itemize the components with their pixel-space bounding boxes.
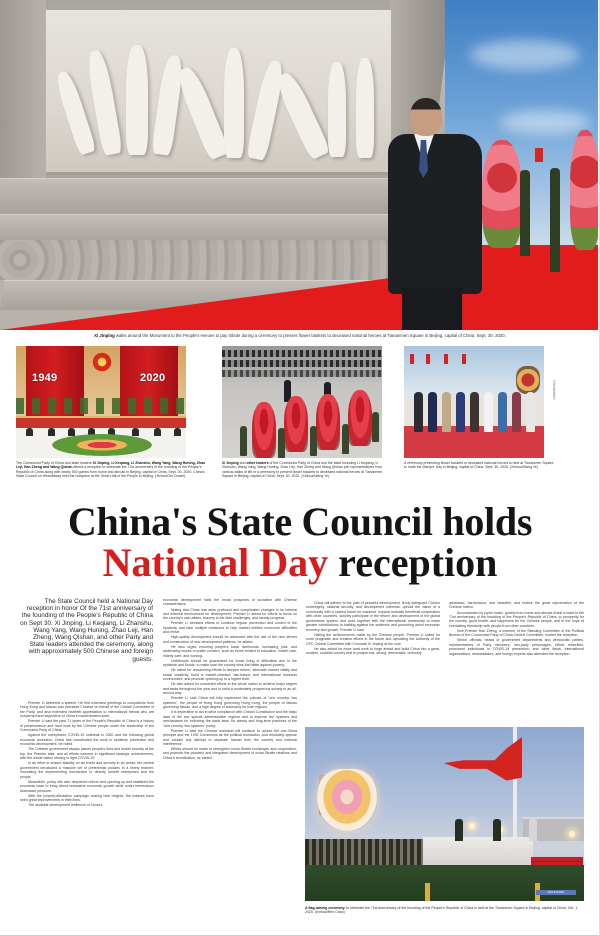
honor-guard [520,170,530,256]
table-flowers [52,434,152,456]
potted-plants [16,398,186,414]
caption-text: to celebrate the 71st anniversary of the founding of the People's Republic of China is held at the Tiananmen Square in Beijing, capital of China, Oct. 1, 2020. (Xinhua/Ren Chao) [305,906,579,915]
caption-intro: The Communist Party of China and state leaders [16,461,93,465]
year-1949: 1949 [32,372,58,384]
cloud [500,110,590,134]
relief-figure [126,45,148,155]
honor-guard [493,819,501,841]
soldier [372,412,379,442]
caption-intro: and [238,461,247,465]
seated-leader [26,428,33,436]
article-paragraph: He called for unwavering efforts to deepen reform, stimulate market vitality and social creativity, build a market-oriented, law-based, and international business environment, and promote opening-up to a higher level. [163,668,297,682]
flag [462,354,466,364]
article-paragraph: Premier Li stressed efforts to continue regular prevention and control of the epidemic and take multiple measures to help market entities overcome difficulties and revive. [163,621,297,635]
article-paragraph: The laudable development resilience of China's [28,803,103,808]
soldier [342,424,349,454]
stage [16,416,186,428]
article-column-3 [306,601,440,656]
soldier [310,426,317,456]
relief-figure [174,64,230,160]
flower-basket [516,366,540,394]
caption-lead: A flag-raising ceremony [305,906,345,910]
article-paragraph: He also asked for concerted efforts in the whole nation to achieve major targets and tasks throughout the year and to build a moderately prosperous society in an all-around way. [163,682,297,696]
article-paragraph: Efforts should be made to strengthen cross-Straits exchanges and cooperation, and promote the peaceful and integrated development of cross-Straits relations and China's reunification, he added. [163,747,297,760]
crowd [222,350,382,357]
wreath-caption [222,461,392,479]
flag [444,354,448,364]
martyrs-day-photo [404,346,544,458]
flower-basket [284,396,308,452]
article-paragraph: Hailing the achievements made by the Chinese people, Premier Li called for more pragmatic and creative efforts in the future and upholding the authority of the CPC Central Committee with Comrade Xi Jinping at the core. [306,632,440,646]
flower-basket [316,394,340,450]
martyrs-caption [404,461,554,470]
relief-figure [224,48,244,158]
article-paragraph: The Chinese government always places people's lives and health security at the top, the Premier said, and all efforts ushered in significant strategic achievements, with the whole nation striving to fight COVID-19. [20,747,154,761]
honor-guard [529,819,537,841]
caption-text: A ceremony presenting flower baskets to deceased national heroes is held at Tiananmen Square to mark the Martyrs' Day in Beijing, capital of China, Sept. 30, 2020. (Xinhua/Wang Ye) [404,461,554,470]
attendee [428,392,437,432]
seated-leader [132,428,139,436]
soldier [278,428,285,458]
relief-figure [273,70,331,161]
head [410,98,442,136]
relief-figure [328,62,346,157]
caption-text: attend a reception to celebrate the 71st anniversary of the founding of the People's Republic of China along with nearly 500 guests from home and abroad in Beijing, capital of China, Sept. 30, 2020. China's State Council on Wednesday held the reception at the Great Hall of the People in Beijing. (Xinhua/Xie Duwei) [16,465,205,479]
caption-names: Xi Jinping, Li Keqiang, Li Zhanshu, Wang Yang, Wang Huning, Zhao Leji, Han Zheng and Wang Qishan [16,461,206,470]
flower-basket [252,402,276,458]
reception-photo [16,346,186,458]
stone-relief [46,10,391,175]
article-column-4 [449,601,584,657]
hero-caption-name: Xi Jinping [94,333,115,338]
article-paragraph: Senior officials, heads of government departments and democratic parties, representatives of Party members, non-party personages, ethnic minorities, prominent individuals in COVID-19 prevention, and other fields, international organizations, ambassadors, and foreign experts also attended the reception. [449,638,584,656]
honor-guard [550,168,560,272]
cloud [470,40,580,70]
article-column-2 [163,598,297,761]
attendee [526,392,535,432]
crowd [222,360,382,367]
headline-line-1: China's State Council holds [67,499,533,544]
military-band [305,839,435,867]
attendee [484,392,493,432]
wreath-ceremony-photo [222,346,382,458]
monument-step [0,178,420,214]
crowd [222,370,382,377]
honor-guard [455,819,463,841]
headline-line-2-rest: reception [328,540,498,585]
flower-wreath [570,130,598,250]
rope-post [425,883,430,901]
photo-watermark: XINHUANET [536,890,576,895]
seated-leader [174,428,181,436]
article-paragraph: High-quality development should be advanced with the rise of the new drivers and construction of new development patterns, he added. [163,635,297,644]
flag [535,148,543,162]
flower-wreath [482,140,522,248]
article-paragraph: Premier Li said the past 71 years of the People's Republic of China is a history of perseverance and hard work by the Chinese people under the leadership of the Communist Party of China. [20,719,154,733]
monument-pillar [0,0,46,180]
caption-text: of the Communist Party of China and the state including Li Keqiang, Li Zhanshu, Wang Yang, Wang Huning, Zhao Leji, Han Zheng and Wang Qishan join representatives from various walks of life in a ceremony to present flower baskets to deceased national heroes at Tiananmen Square in Beijing, capital of China, Sept. 30, 2020. (Xinhua/Wang Ye) [222,461,383,479]
giant-flower-basket [317,769,377,831]
article-paragraph: Meanwhile, policy kits also deepened reform and opening-up and stabilized the economic base to bring about restorative economic growth while under tremendous downward pressure. [20,779,154,793]
article-column-1 [20,701,154,808]
article-paragraph: Vice-Premier Han Zheng, a member of the Standing Committee of the Political Bureau of the Communist Party of China Central Committee, hosted the reception. [449,628,584,638]
article-paragraph: advanced, harmonious, and beautiful, and realize the great rejuvenation of the Chinese nation. [449,601,584,610]
article-paragraph: Premier Li delivered a speech. He first extended greetings to compatriots from Hong Kong and Macao and overseas Chinese on behalf of the Central Committee of the Party, and also extended heartfelt appreciation to international friends who are concerned and supportive of China's modernization work. [20,701,154,719]
side-credit: ChinaWatch [552,380,556,400]
article-paragraph: economic development hails the broad prospects of socialism with Chinese characteristics. [163,598,297,607]
article-paragraph: Noting that China has seen profound and complicated changes in its internal and external environment for development, Premier Li asked for efforts to focus on the country's own affairs, bravery in the face challenges, and steady progress. [163,607,297,621]
flag-raising-caption [305,906,587,915]
article-paragraph: Accompanied by joyful music, guests from home and abroad drank a toast to the 71st anniversary of the founding of the People's Republic of China, to prosperity for the country, good health, and happiness for the Chinese people, and to the hope of everlasting friendship with people from other countries. [449,610,584,628]
article-paragraph: In an effort to ensure stability on six fronts and security in six areas, the central government introduced a massive set of preferential policies in a timely manner, innovating the implementing mechanism to directly benefit enterprises and the people. [20,761,154,779]
national-flag [444,737,522,795]
flag [410,354,414,364]
headline [0,499,600,585]
street-lamp [569,831,575,837]
year-2020: 2020 [140,372,166,384]
article-paragraph: Against the unexpected COVID-19 outbreak in 2020 and the following global economic recession, China has coordinated the work in epidemic prevention and economic development, he noted. [20,733,154,747]
attendee [414,392,423,432]
relief-figure [356,58,374,158]
seated-leader [154,428,161,436]
headline-line-2 [0,540,600,585]
reception-caption [16,461,206,479]
caption-lead: Xi Jinping [222,461,239,465]
legs [402,288,462,330]
attendee [498,392,507,432]
national-emblem [92,352,112,372]
article-paragraph: With the poverty-alleviation campaign scaling new heights, the masses have seen great improvements in their lives. [20,793,154,803]
flag [426,354,430,364]
attendee [470,392,479,432]
article-paragraph: Premier Li said China will fully implement the policies of "one country, two systems", the people of Hong Kong governing Hong Kong, the people of Macao governing Macao, and a high degree of autonomy for both regions. [163,696,297,710]
attendee [442,392,451,432]
article-paragraph: Premier Li said the Chinese mainland will continue to uphold the one-China principle and the 1992 Consensus as the political foundation, and resolutely oppose and contain any attempt to separate Taiwan from the country and external interference. [163,728,297,746]
soldier [240,426,247,456]
hero-photo-monument [0,0,598,330]
suit [388,134,482,294]
article-paragraph: It is imperative to act in strict compliance with China's Constitution and the basic laws of the two special administrative regions and to improve the systems and mechanisms for enforcing the basic laws, for steady and long-term practices of the "one country, two systems" policy. [163,710,297,728]
floral-carving [0,240,390,280]
headline-highlight: National Day [102,540,329,585]
article-paragraph: He also asked for more hard work to forge ahead and build China into a great, modern, socialist country that is prosperous, strong, democratic, culturally [306,646,440,656]
attendee [456,392,465,432]
caption-names: other leaders [246,461,269,465]
article-paragraph: He also urged ensuring people's basic livelihoods, increasing jobs, and addressing issues of public concern, such as those related to education, health care, elderly care, and nursing. [163,644,297,658]
attendee [512,392,521,432]
flower-basket [348,390,372,446]
article-paragraph: China will adhere to the path of peaceful development, firmly safeguard China's sovereignty, national security, and development interests, uphold the vision of a community with a shared future for mankind, expand mutually beneficial cooperation with other countries, actively participate in the reform and development of the global governance system, and work together with the international community to make greater contributions to battling against the epidemic and promoting world economic recovery and growth, Premier Li said. [306,601,440,632]
hero-caption [0,333,600,339]
article-lede: The State Council held a National Day reception in honor Of the 71st anniversary of the founding of the People's Republic of China on Sept 30. Xi Jinping, Li Keqiang, Li Zhanshu, Wang Yang, Wang Huning, Zhao Leji, Han Zheng, Wang Qishan, and other Party and State leaders attended the ceremony, along with approximately 500 Chinese and foreign guests. [20,598,153,663]
seated-leader [48,428,55,436]
xi-jinping-figure [388,98,482,330]
article-paragraph: Livelihoods should be guaranteed for those living in difficulties due to the epidemic and floods, to make sure the country wins the battle against poverty. [163,658,297,668]
street-lamp [469,823,475,829]
lawn [305,865,584,901]
flag-raising-photo [305,727,584,901]
hero-caption-text: walks around the Monument to the People's Heroes to pay tribute during a ceremony to present flower baskets to deceased national heroes at Tiananmen Square in Beijing, capital of China, Sept. 30, 2020. [114,333,506,338]
